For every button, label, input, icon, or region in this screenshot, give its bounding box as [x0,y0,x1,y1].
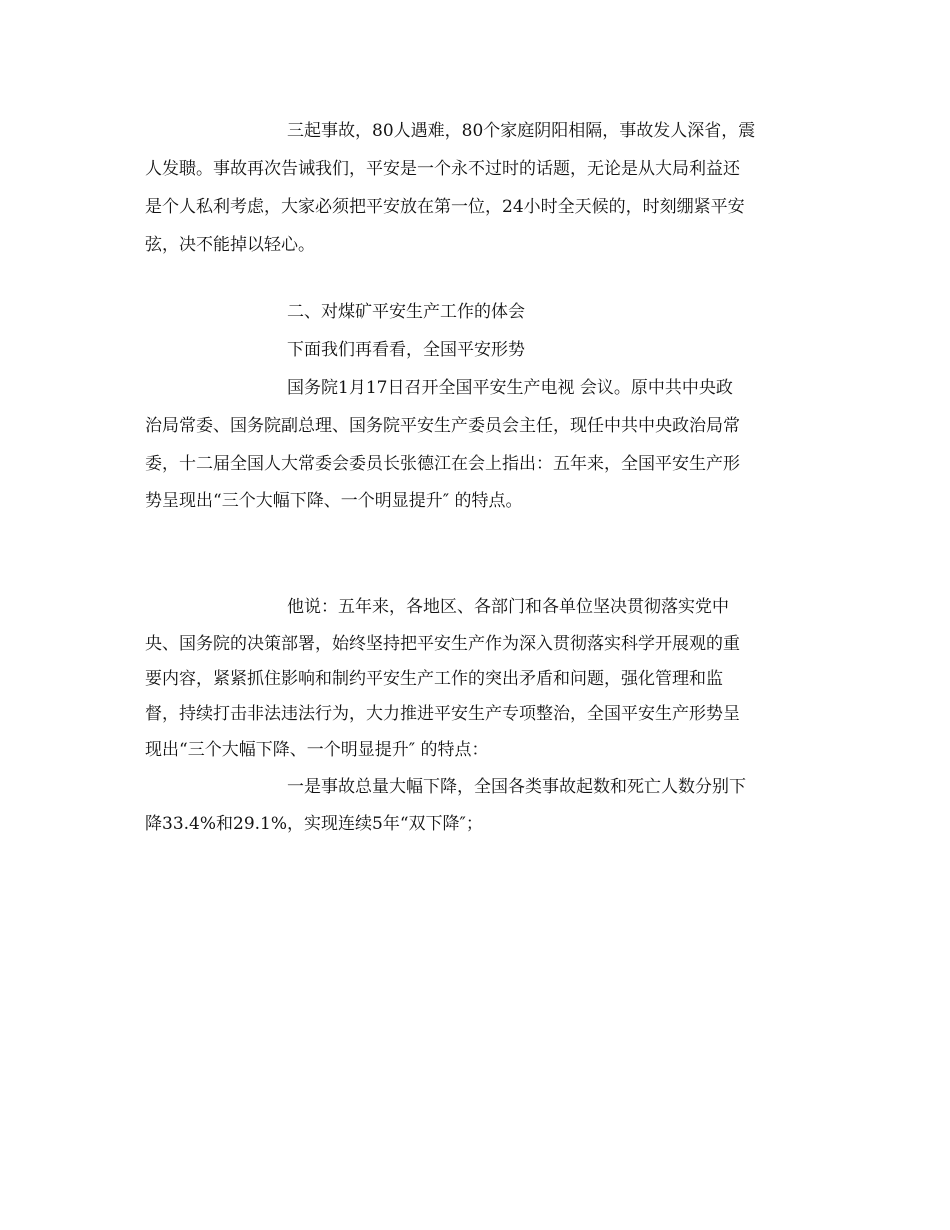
section-subline: 下面我们再看看，全国平安形势 [287,340,525,360]
paragraph-2-line-2: 治局常委、国务院副总理、国务院平安生产委员会主任，现任中共中央政治局常 [145,416,740,436]
paragraph-1-line-1: 三起事故，80人遇难，80个家庭阴阳相隔，事故发人深省，震 [287,121,756,141]
paragraph-1-line-4: 弦，决不能掉以轻心。 [145,235,315,255]
paragraph-3-line-2: 央、国务院的决策部署，始终坚持把平安生产作为深入贯彻落实科学开展观的重 [145,634,740,654]
section-heading: 二、对煤矿平安生产工作的体会 [287,302,525,322]
paragraph-2-line-4: 势呈现出“三个大幅下降、一个明显提升″ 的特点。 [145,491,523,511]
paragraph-2-line-1: 国务院1月17日召开全国平安生产电视 会议。原中共中央政 [287,378,733,398]
paragraph-4-line-1: 一是事故总量大幅下降，全国各类事故起数和死亡人数分别下 [287,777,746,797]
paragraph-3-line-3: 要内容，紧紧抓住影响和制约平安生产工作的突出矛盾和问题，强化管理和监 [145,669,723,689]
paragraph-1-line-3: 是个人私利考虑，大家必须把平安放在第一位，24小时全天候的，时刻绷紧平安 [145,197,745,217]
paragraph-1-line-2: 人发聩。事故再次告诫我们，平安是一个永不过时的话题，无论是从大局利益还 [145,159,740,179]
paragraph-4-line-2: 降33.4%和29.1%，实现连续5年“双下降″； [145,814,483,834]
paragraph-3-line-1: 他说：五年来，各地区、各部门和各单位坚决贯彻落实党中 [287,597,729,617]
paragraph-3-line-4: 督，持续打击非法违法行为，大力推进平安生产专项整治，全国平安生产形势呈 [145,704,740,724]
paragraph-3-line-5: 现出“三个大幅下降、一个明显提升″ 的特点： [145,740,489,760]
paragraph-2-line-3: 委，十二届全国人大常委会委员长张德江在会上指出：五年来，全国平安生产形 [145,454,740,474]
